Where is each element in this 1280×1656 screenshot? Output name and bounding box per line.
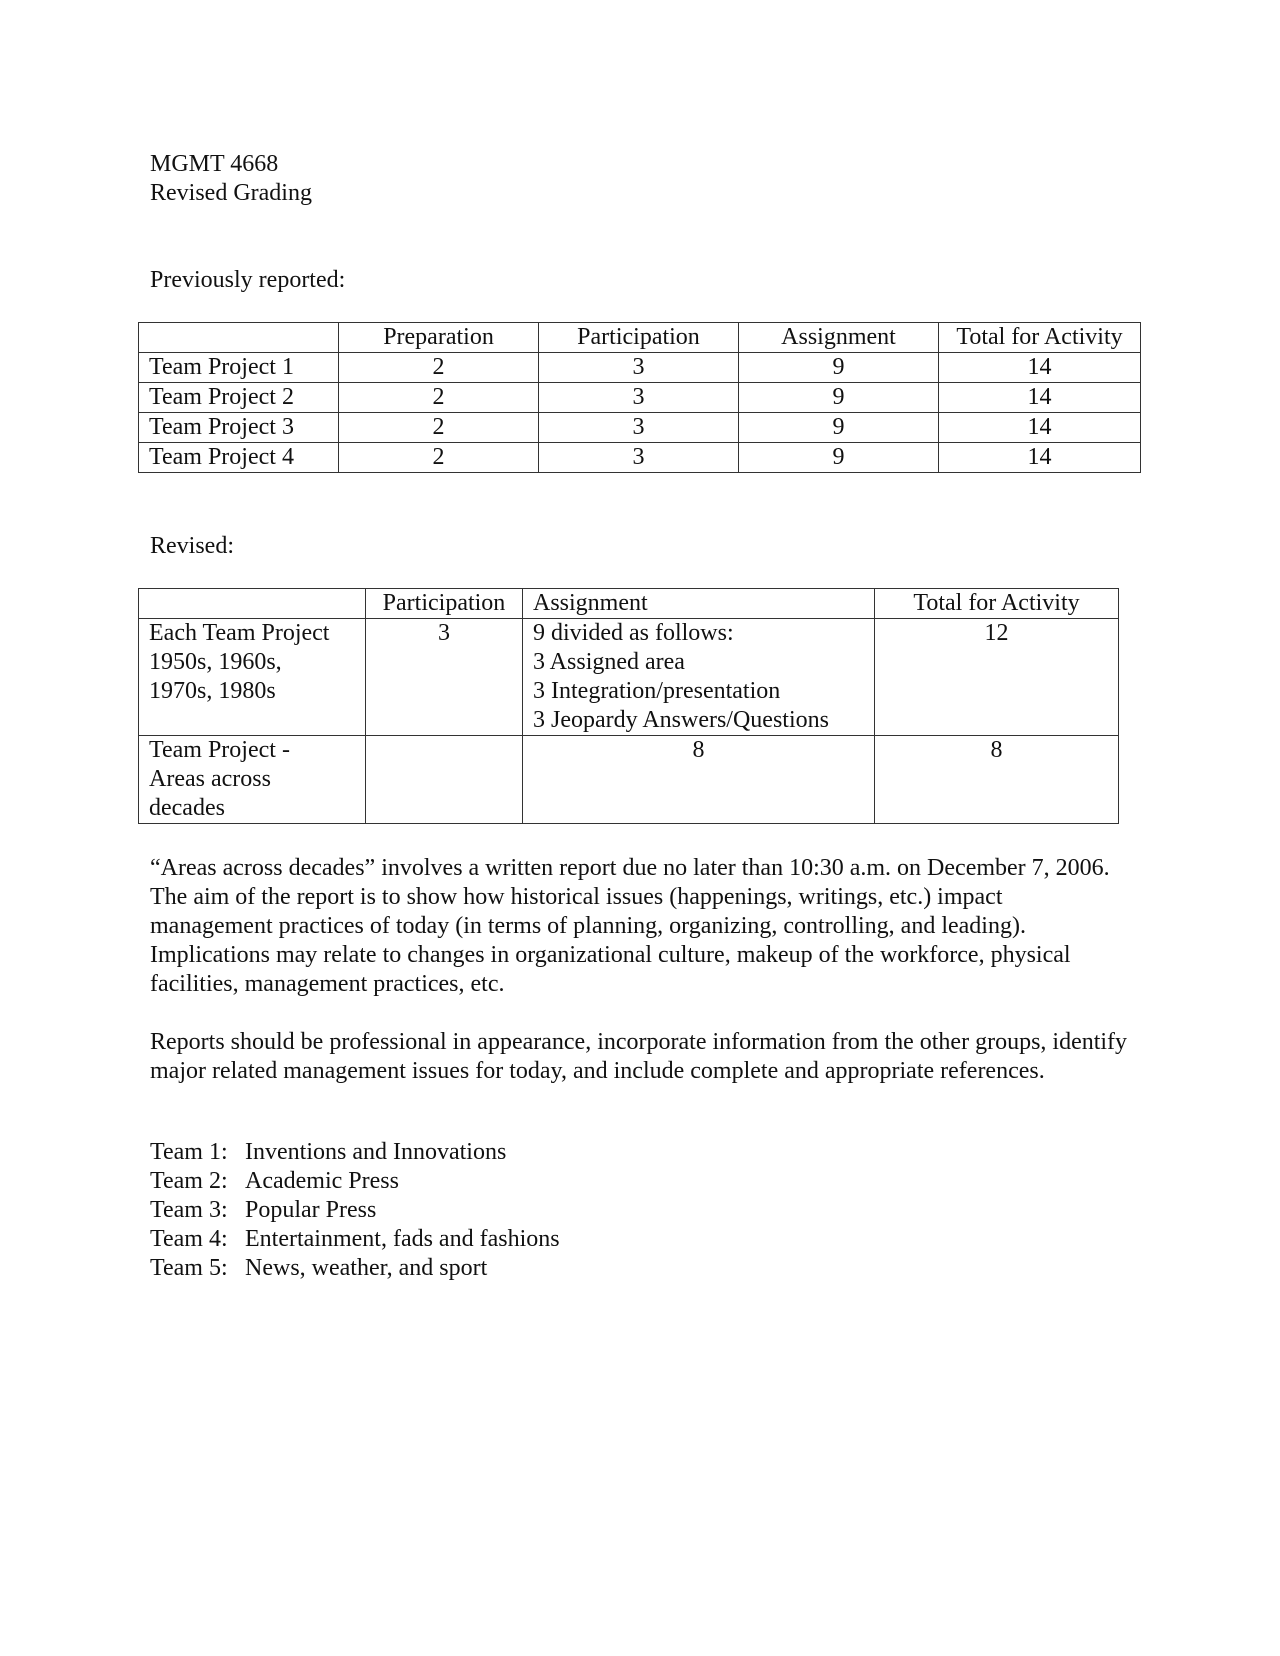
list-item: [150, 1225, 560, 1254]
row-label: Team Project 3: [139, 413, 339, 443]
row-label: [139, 619, 366, 736]
header-cell: Participation: [366, 589, 523, 619]
assignment-line: 3 Jeopardy Answers/Questions: [533, 707, 829, 733]
preparation-cell: 2: [339, 383, 539, 413]
row-label: [139, 736, 366, 824]
document-title: Revised Grading: [150, 180, 312, 206]
team-label: Team 3:: [150, 1197, 228, 1223]
team-label: Team 2:: [150, 1168, 228, 1194]
team-topic: Academic Press: [245, 1168, 399, 1194]
team-topic: Entertainment, fads and fashions: [245, 1226, 560, 1252]
previous-section-label: Previously reported:: [150, 267, 346, 293]
participation-cell: 3: [366, 619, 523, 736]
revised-grading-table: [138, 588, 1119, 824]
table-row: [139, 353, 1141, 383]
total-cell: 14: [939, 413, 1141, 443]
row-label-line: 1970s, 1980s: [149, 678, 276, 704]
row-label-line: Areas across: [149, 766, 271, 792]
table-header-row: [139, 323, 1141, 353]
course-code: MGMT 4668: [150, 151, 279, 177]
row-label-line: Team Project -: [149, 737, 290, 763]
header-cell: Assignment: [739, 323, 939, 353]
table-row: [139, 413, 1141, 443]
row-label-line: Each Team Project: [149, 620, 330, 646]
table-row: [139, 383, 1141, 413]
table-header-row: [139, 589, 1119, 619]
report-requirements-paragraph: Reports should be professional in appearance, incorporate information from the other groups, identify major related management issues for today, and include complete and appropriate references.: [150, 1029, 1128, 1084]
table-row: [139, 443, 1141, 473]
participation-cell: 3: [539, 383, 739, 413]
header-cell: Participation: [539, 323, 739, 353]
document-header: [150, 150, 312, 208]
list-item: [150, 1196, 560, 1225]
table-row: [139, 619, 1119, 736]
header-cell: Total for Activity: [875, 589, 1119, 619]
preparation-cell: 2: [339, 443, 539, 473]
row-label: Team Project 1: [139, 353, 339, 383]
total-cell: 8: [875, 736, 1119, 824]
header-cell: Assignment: [523, 589, 875, 619]
participation-cell: [366, 736, 523, 824]
header-cell: Preparation: [339, 323, 539, 353]
list-item: [150, 1254, 560, 1283]
assignment-cell: 8: [523, 736, 875, 824]
assignment-line: 3 Integration/presentation: [533, 678, 781, 704]
assignment-cell: 9: [739, 383, 939, 413]
team-label: Team 4:: [150, 1226, 228, 1252]
list-item: [150, 1167, 560, 1196]
participation-cell: 3: [539, 353, 739, 383]
preparation-cell: 2: [339, 413, 539, 443]
previous-grading-table: [138, 322, 1141, 473]
total-cell: 12: [875, 619, 1119, 736]
row-label: Team Project 4: [139, 443, 339, 473]
preparation-cell: 2: [339, 353, 539, 383]
total-cell: 14: [939, 443, 1141, 473]
assignment-cell: 9: [739, 443, 939, 473]
assignment-line: 3 Assigned area: [533, 649, 685, 675]
team-label: Team 1:: [150, 1139, 228, 1165]
team-topic: News, weather, and sport: [245, 1255, 488, 1281]
table-row: [139, 736, 1119, 824]
team-topic: Inventions and Innovations: [245, 1139, 507, 1165]
header-cell: [139, 323, 339, 353]
row-label: Team Project 2: [139, 383, 339, 413]
total-cell: 14: [939, 353, 1141, 383]
team-label: Team 5:: [150, 1255, 228, 1281]
team-assignments-list: [150, 1138, 560, 1283]
participation-cell: 3: [539, 443, 739, 473]
assignment-cell: [523, 619, 875, 736]
row-label-line: decades: [149, 795, 225, 821]
row-label-line: 1950s, 1960s,: [149, 649, 282, 675]
header-cell: [139, 589, 366, 619]
assignment-line: 9 divided as follows:: [533, 620, 734, 646]
participation-cell: 3: [539, 413, 739, 443]
team-topic: Popular Press: [245, 1197, 377, 1223]
revised-section-label: Revised:: [150, 533, 234, 559]
report-description-paragraph: “Areas across decades” involves a written report due no later than 10:30 a.m. on December 7, 2006. The aim of the report is to show how historical issues (happenings, writings, etc.) impact management practices of today (in terms of planning, organizing, controlling, and leading). Implications may relate to changes in organizational culture, makeup of the workforce, physical facilities, management practices, etc.: [150, 855, 1110, 997]
assignment-cell: 9: [739, 353, 939, 383]
header-cell: Total for Activity: [939, 323, 1141, 353]
list-item: [150, 1138, 560, 1167]
total-cell: 14: [939, 383, 1141, 413]
assignment-cell: 9: [739, 413, 939, 443]
